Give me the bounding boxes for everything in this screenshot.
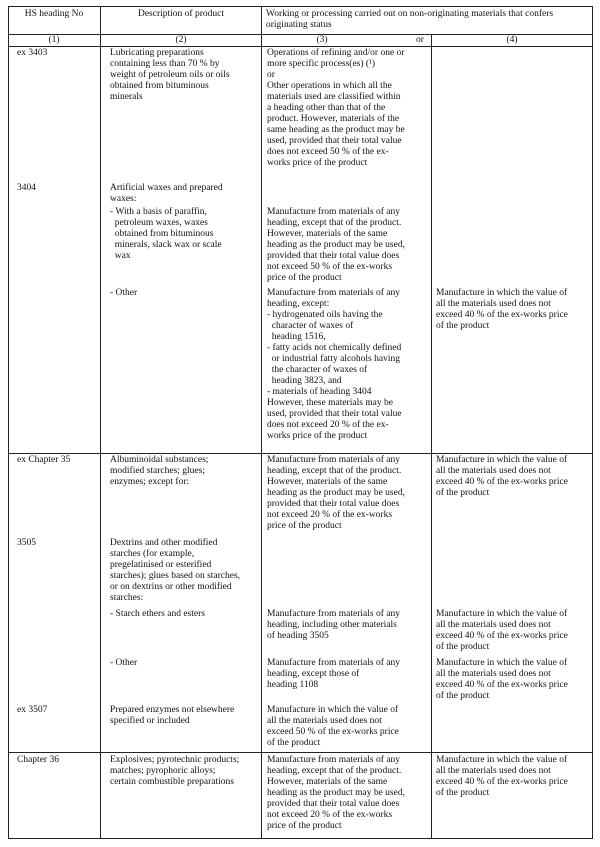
header-working-processing: Working or processing carried out on non-originating materials that confers originating status xyxy=(266,9,554,30)
row-3505-heading: 3505 xyxy=(17,538,36,548)
header-number-2: (2) xyxy=(175,35,187,45)
row-3404-heading: 3404 xyxy=(17,183,36,193)
table-border-left xyxy=(8,6,9,839)
row-chapter-35-working: Manufacture from materials of any heading, except that of the product. However, materials of the same heading as the product may be used, provided that their total value does not exceed 20 % of the ex-works price of the product xyxy=(267,455,405,531)
row-3403-heading: ex 3403 xyxy=(17,48,48,58)
row-3505-starch-alternative: Manufacture in which the value of all the materials used does not exceed 40 % of the ex-works price of the product xyxy=(436,609,568,652)
row-3507-working: Manufacture in which the value of all the materials used does not exceed 50 % of the ex-works price of the product xyxy=(267,705,399,748)
header-description: Description of product xyxy=(137,9,224,19)
row-3505-other-description: - Other xyxy=(110,658,138,668)
column-divider-3 xyxy=(431,34,432,839)
row-3404-description: Artificial waxes and prepared waxes: xyxy=(110,183,223,204)
header-number-4: (4) xyxy=(506,35,518,45)
table-border-bottom xyxy=(8,838,593,839)
row-3505-other-alternative: Manufacture in which the value of all the materials used does not exceed 40 % of the ex-works price of the product xyxy=(436,658,568,701)
row-3505-description: Dextrins and other modified starches (for example, pregelatinised or esterified starches); glues based on starches, or on dextrins or other modified starches: xyxy=(110,538,241,603)
header-number-3: (3) xyxy=(316,35,328,45)
row-3507-description: Prepared enzymes not elsewhere specified or included xyxy=(110,705,235,726)
row-chapter-36-description: Explosives; pyrotechnic products; matches; pyrophoric alloys; certain combustible preparations xyxy=(110,755,240,787)
row-divider-chapter-36 xyxy=(8,752,593,753)
row-3404-paraffin-description: - With a basis of paraffin, petroleum waxes, waxes obtained from bituminous minerals, slack wax or scale wax xyxy=(110,207,222,261)
row-3404-paraffin-working: Manufacture from materials of any heading, except that of the product. However, materials of the same heading as the product may be used, provided that their total value does not exceed 50 % of the ex-works price of the product xyxy=(267,207,405,283)
row-3403-working: Operations of refining and/or one or more specific process(es) (¹) or Other operations in which all the materials used are classified within a heading other than that of the product. However, materials of the same heading as the product may be used, provided that their total value does not exceed 50 % of the ex- works price of the product xyxy=(267,48,405,168)
row-chapter-35-heading: ex Chapter 35 xyxy=(17,455,71,465)
row-chapter-35-description: Albuminoidal substances; modified starches; glues; enzymes; except for: xyxy=(110,455,209,487)
row-chapter-36-alternative: Manufacture in which the value of all the materials used does not exceed 40 % of the ex-works price of the product xyxy=(436,755,568,798)
row-3404-other-working: Manufacture from materials of any heading, except: - hydrogenated oils having the character of waxes of heading 1516, - fatty acids not chemically defined or industrial fatty alcohols having the character of waxes of heading 3823, and - materials of heading 3404 However, these materials may be used, provided that their total value does not exceed 20 % of the ex- works price of the product xyxy=(267,288,402,441)
row-3505-starch-description: - Starch ethers and esters xyxy=(110,609,205,619)
column-divider-2 xyxy=(261,6,262,839)
row-chapter-36-working: Manufacture from materials of any heading, except that of the product. However, materials of the same heading as the product may be used, provided that their total value does not exceed 20 % of the ex-works price of the product xyxy=(267,755,405,831)
header-hs-heading: HS heading No xyxy=(24,9,84,19)
column-divider-1 xyxy=(100,6,101,839)
row-3505-other-working: Manufacture from materials of any heading, except those of heading 1108 xyxy=(267,658,400,690)
row-divider-chapter-35 xyxy=(8,453,593,454)
row-3403-description: Lubricating preparations containing less than 70 % by weight of petroleum oils or oils obtained from bituminous minerals xyxy=(110,48,230,102)
header-or: or xyxy=(416,35,424,45)
row-3505-starch-working: Manufacture from materials of any heading, including other materials of heading 3505 xyxy=(267,609,400,641)
row-3507-heading: ex 3507 xyxy=(17,705,48,715)
table-border-top xyxy=(8,6,593,7)
header-number-1: (1) xyxy=(48,35,60,45)
row-3404-other-alternative: Manufacture in which the value of all the materials used does not exceed 40 % of the ex-works price of the product xyxy=(436,288,568,331)
header-number-line-bottom xyxy=(8,46,593,47)
table-border-right xyxy=(592,6,593,839)
row-3404-other-description: - Other xyxy=(110,288,138,298)
row-chapter-36-heading: Chapter 36 xyxy=(17,755,59,765)
row-chapter-35-alternative: Manufacture in which the value of all the materials used does not exceed 40 % of the ex-works price of the product xyxy=(436,455,568,498)
